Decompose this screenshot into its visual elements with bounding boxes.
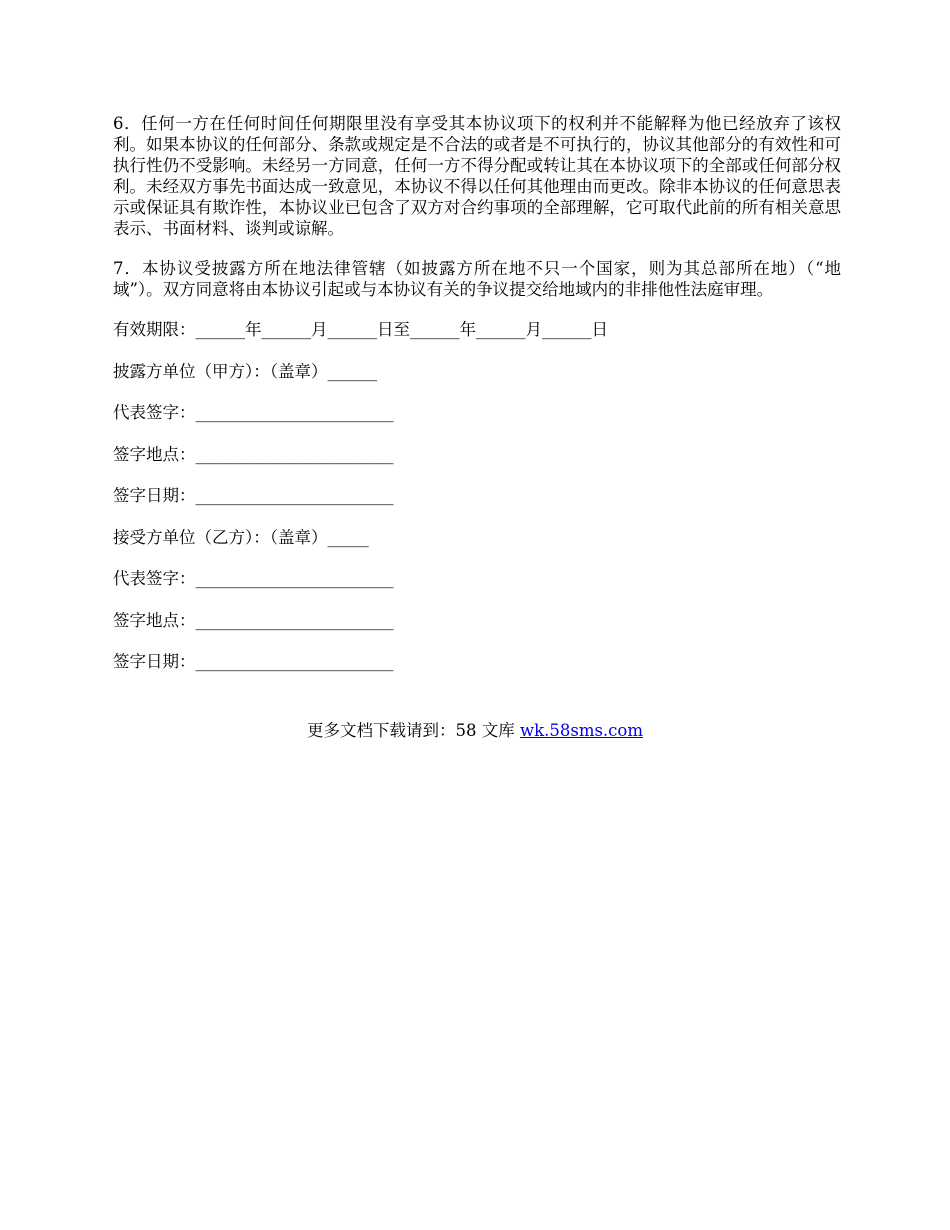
- clause-6-paragraph: 6．任何一方在任何时间任何期限里没有享受其本协议项下的权利并不能解释为他已经放弃了该权利。如果本协议的任何部分、条款或规定是不合法的或者是不可执行的，协议其他部分的有效性和可执行性仍不受影响。未经另一方同意，任何一方不得分配或转让其在本协议项下的全部或任何部分权利。未经双方事先书面达成一致意见，本协议不得以任何其他理由而更改。除非本协议的任何意思表示或保证具有欺诈性，本协议业已包含了双方对合约事项的全部理解，它可取代此前的所有相关意思表示、书面材料、谈判或谅解。: [113, 114, 841, 238]
- clause-7-paragraph: 7．本协议受披露方所在地法律管辖（如披露方所在地不只一个国家，则为其总部所在地）（“地域”）。双方同意将由本协议引起或与本协议有关的争议提交给地域内的非排他性法庭审理。: [113, 259, 841, 299]
- party-a-date-line: 签字日期：________________________: [113, 486, 394, 505]
- footer-download-note: [0, 720, 950, 741]
- party-a-unit-line: 披露方单位（甲方）：（盖章）______: [113, 361, 377, 381]
- party-b-date-line: 签字日期：________________________: [113, 652, 394, 671]
- party-b-representative-line: 代表签字：________________________: [113, 569, 394, 588]
- footer-text: 更多文档下载请到：58 文库: [306, 721, 520, 740]
- party-b-unit-line: 接受方单位（乙方）：（盖章）_____: [113, 527, 369, 547]
- party-a-representative-line: 代表签字：________________________: [113, 403, 394, 422]
- party-b-place-line: 签字地点：________________________: [113, 610, 394, 630]
- validity-period-line: 有效期限：______年______月______日至______年______月______日: [113, 320, 608, 339]
- party-a-place-line: 签字地点：________________________: [113, 444, 394, 464]
- footer-site-link[interactable]: wk.58sms.com: [519, 721, 643, 740]
- document-body: [113, 113, 841, 693]
